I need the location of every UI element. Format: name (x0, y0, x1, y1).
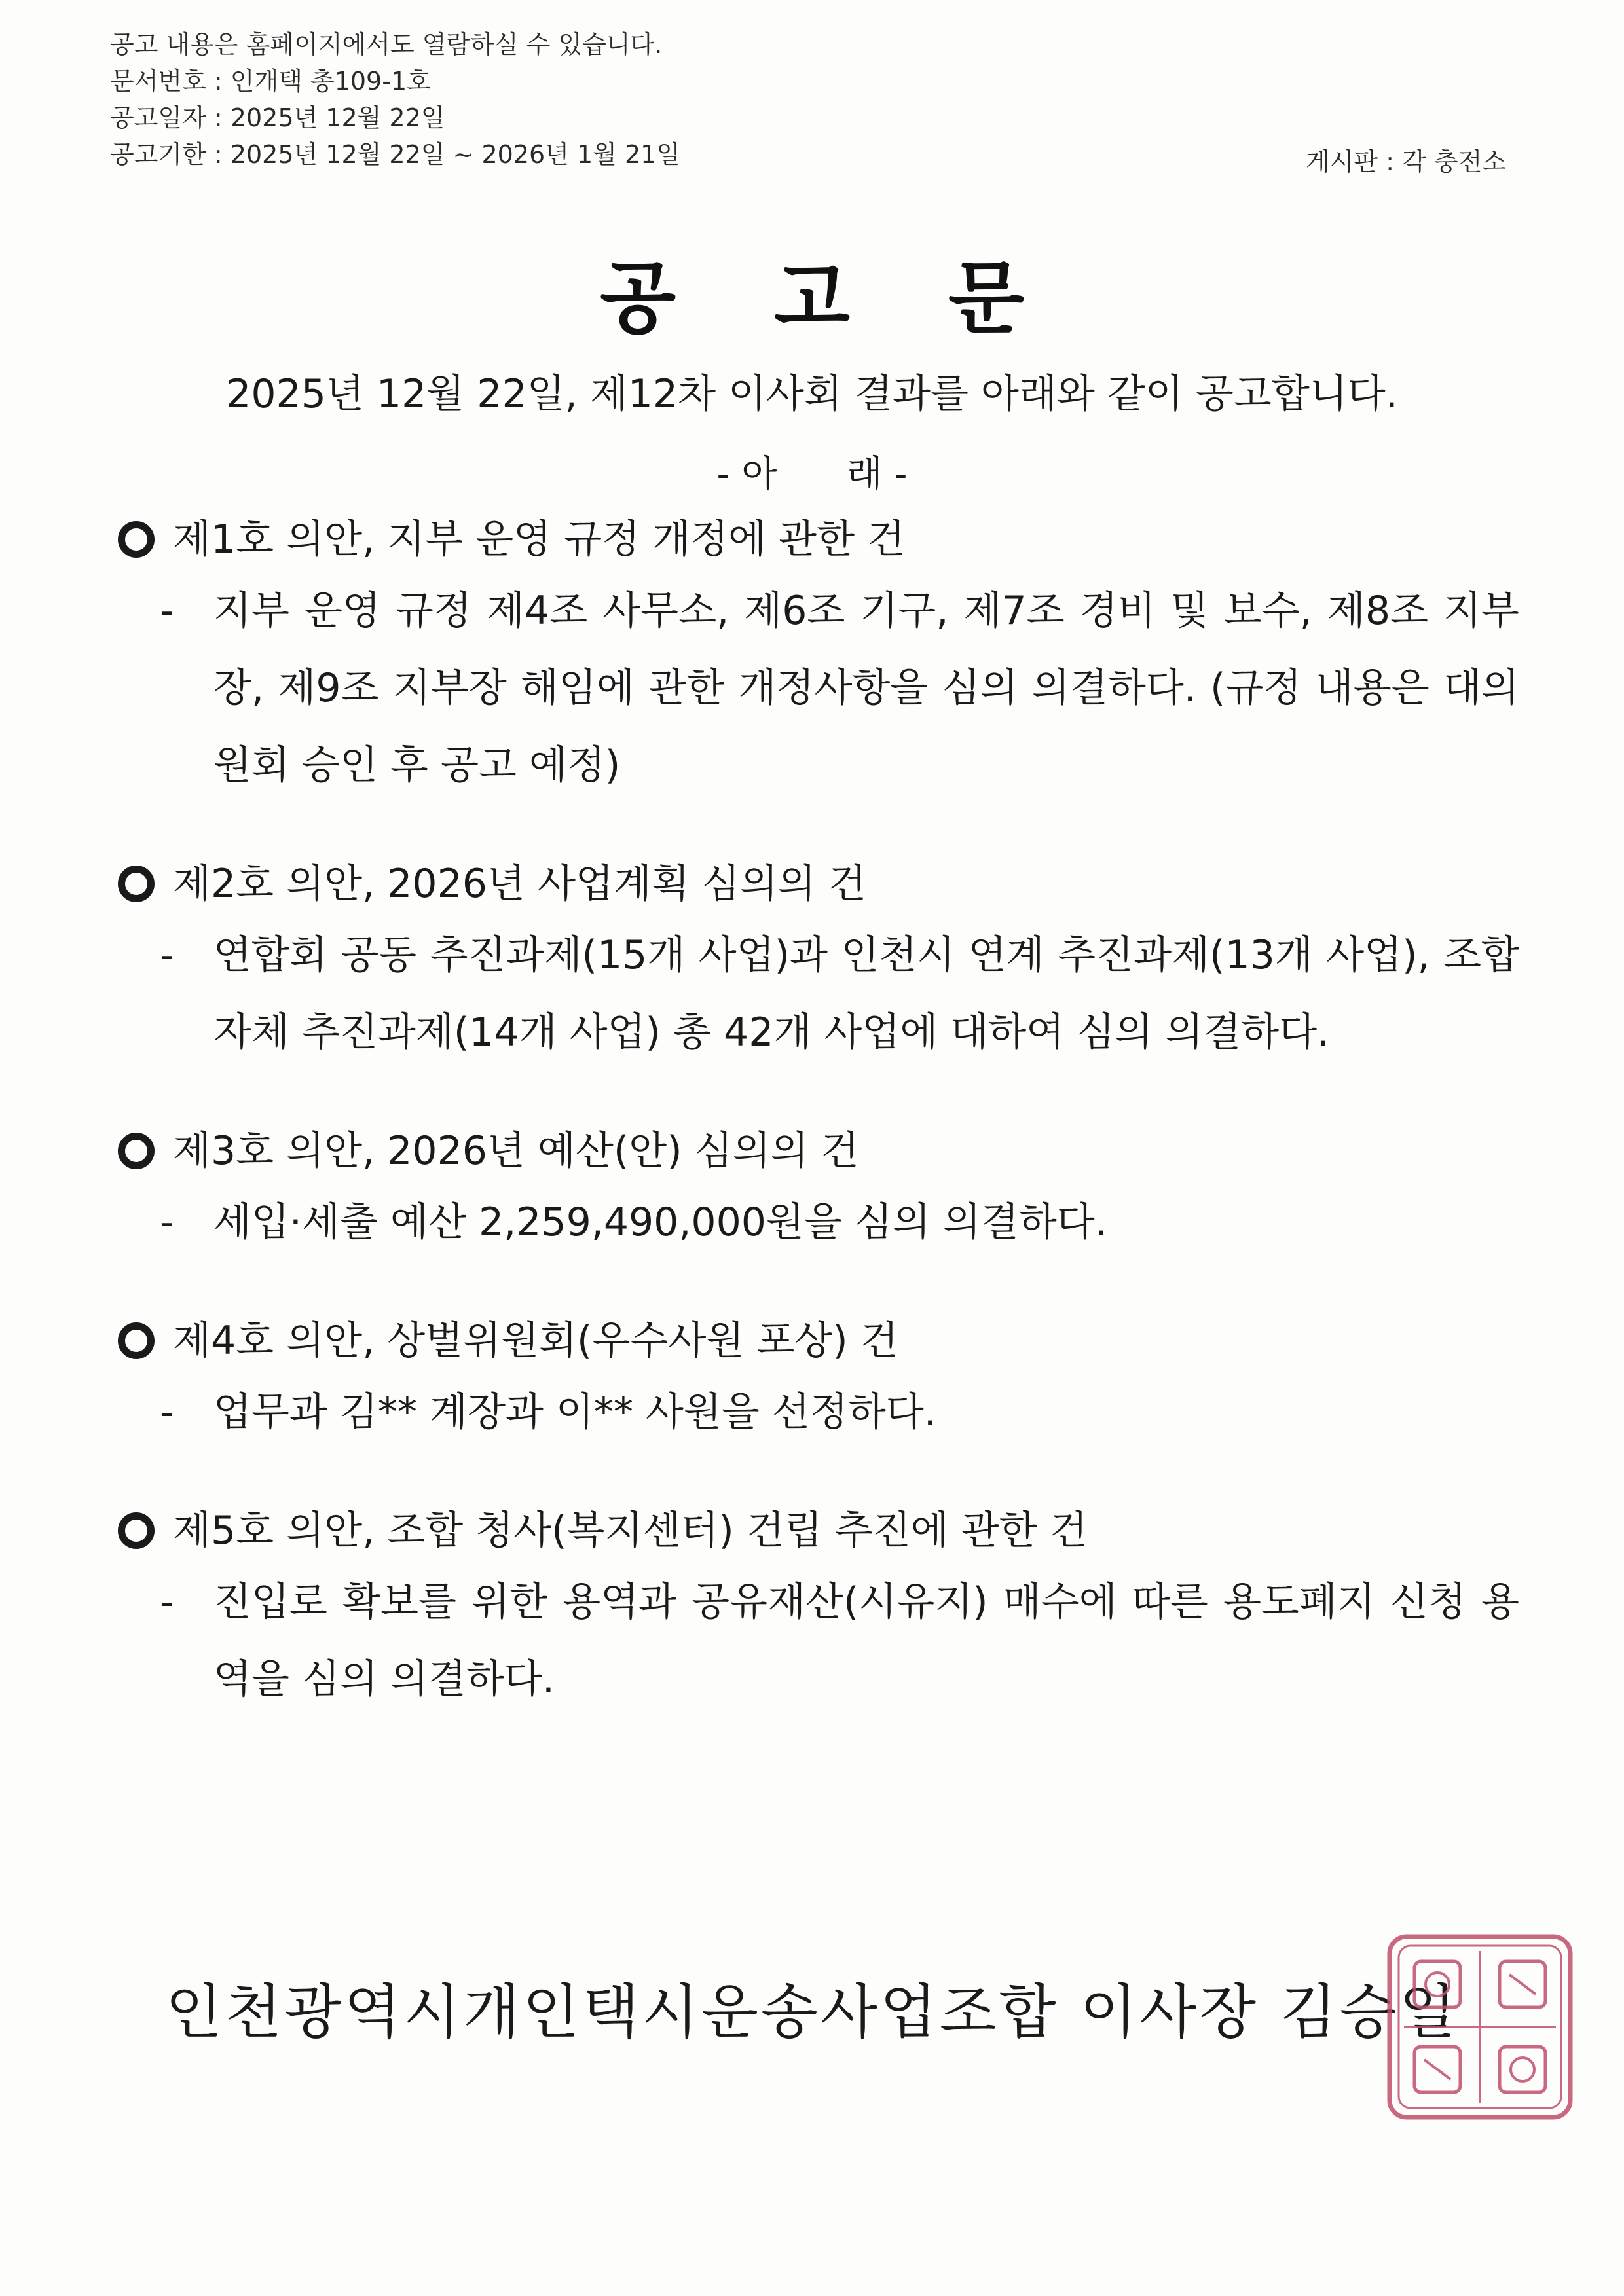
notice-period: 공고기한 : 2025년 12월 22일 ~ 2026년 1월 21일 (110, 140, 681, 169)
circle-bullet-icon (118, 1322, 155, 1359)
agenda-item (118, 1311, 1519, 1451)
page-title: 공고문 (600, 252, 1122, 344)
dash-marker: - (160, 1199, 174, 1245)
notice-date: 공고일자 : 2025년 12월 22일 (110, 103, 445, 132)
agenda-body: 진입로 확보를 위한 용역과 공유재산(시유지) 매수에 따른 용도폐지 신청 용역을 심의 의결하다. (213, 1579, 1519, 1702)
agenda-heading: 제1호 의안, 지부 운영 규정 개정에 관한 건 (173, 517, 906, 562)
agenda-body: 업무과 김** 계장과 이** 사원을 선정하다. (213, 1389, 936, 1435)
agenda-heading: 제4호 의안, 상벌위원회(우수사원 포상) 건 (173, 1318, 898, 1364)
dash-marker: - (160, 932, 174, 978)
dash-marker: - (160, 588, 174, 634)
document-meta (110, 26, 680, 173)
agenda-body: 연합회 공동 추진과제(15개 사업)과 인천시 연계 추진과제(13개 사업), 조합 자체 추진과제(14개 사업) 총 42개 사업에 대하여 심의 의결하다. (213, 932, 1519, 1055)
circle-bullet-icon (118, 866, 155, 902)
agenda-heading: 제3호 의안, 2026년 예산(안) 심의의 건 (173, 1128, 859, 1174)
circle-bullet-icon (118, 521, 155, 558)
below-label: - 아 래 - (716, 453, 908, 496)
agenda-list (118, 509, 1519, 1768)
homepage-notice: 공고 내용은 홈페이지에서도 열람하실 수 있습니다. (110, 30, 663, 59)
dash-marker: - (160, 1579, 174, 1625)
agenda-heading: 제5호 의안, 조합 청사(복지센터) 건립 추진에 관한 건 (173, 1508, 1088, 1554)
agenda-item (118, 1121, 1519, 1261)
intro-text: 2025년 12월 22일, 제12차 이사회 결과를 아래와 같이 공고합니다. (226, 371, 1398, 417)
agenda-item (118, 509, 1519, 804)
agenda-item (118, 854, 1519, 1071)
circle-bullet-icon (118, 1133, 155, 1169)
signature-line: 인천광역시개인택시운송사업조합 이사장 김승일 (165, 1978, 1459, 2047)
bulletin-board: 게시판 : 각 충전소 (1306, 147, 1506, 176)
document-number: 문서번호 : 인개택 총109-1호 (110, 67, 431, 96)
official-seal-icon (1382, 1929, 1578, 2125)
agenda-body: 지부 운영 규정 제4조 사무소, 제6조 기구, 제7조 경비 및 보수, 제8조 지부장, 제9조 지부장 해임에 관한 개정사항을 심의 의결하다. (규정 내용은 대의원회 승인 후 공고 예정) (213, 588, 1519, 788)
agenda-item (118, 1501, 1519, 1718)
agenda-heading: 제2호 의안, 2026년 사업계획 심의의 건 (173, 861, 866, 907)
circle-bullet-icon (118, 1512, 155, 1549)
dash-marker: - (160, 1389, 174, 1435)
agenda-body: 세입·세출 예산 2,259,490,000원을 심의 의결하다. (213, 1199, 1107, 1245)
